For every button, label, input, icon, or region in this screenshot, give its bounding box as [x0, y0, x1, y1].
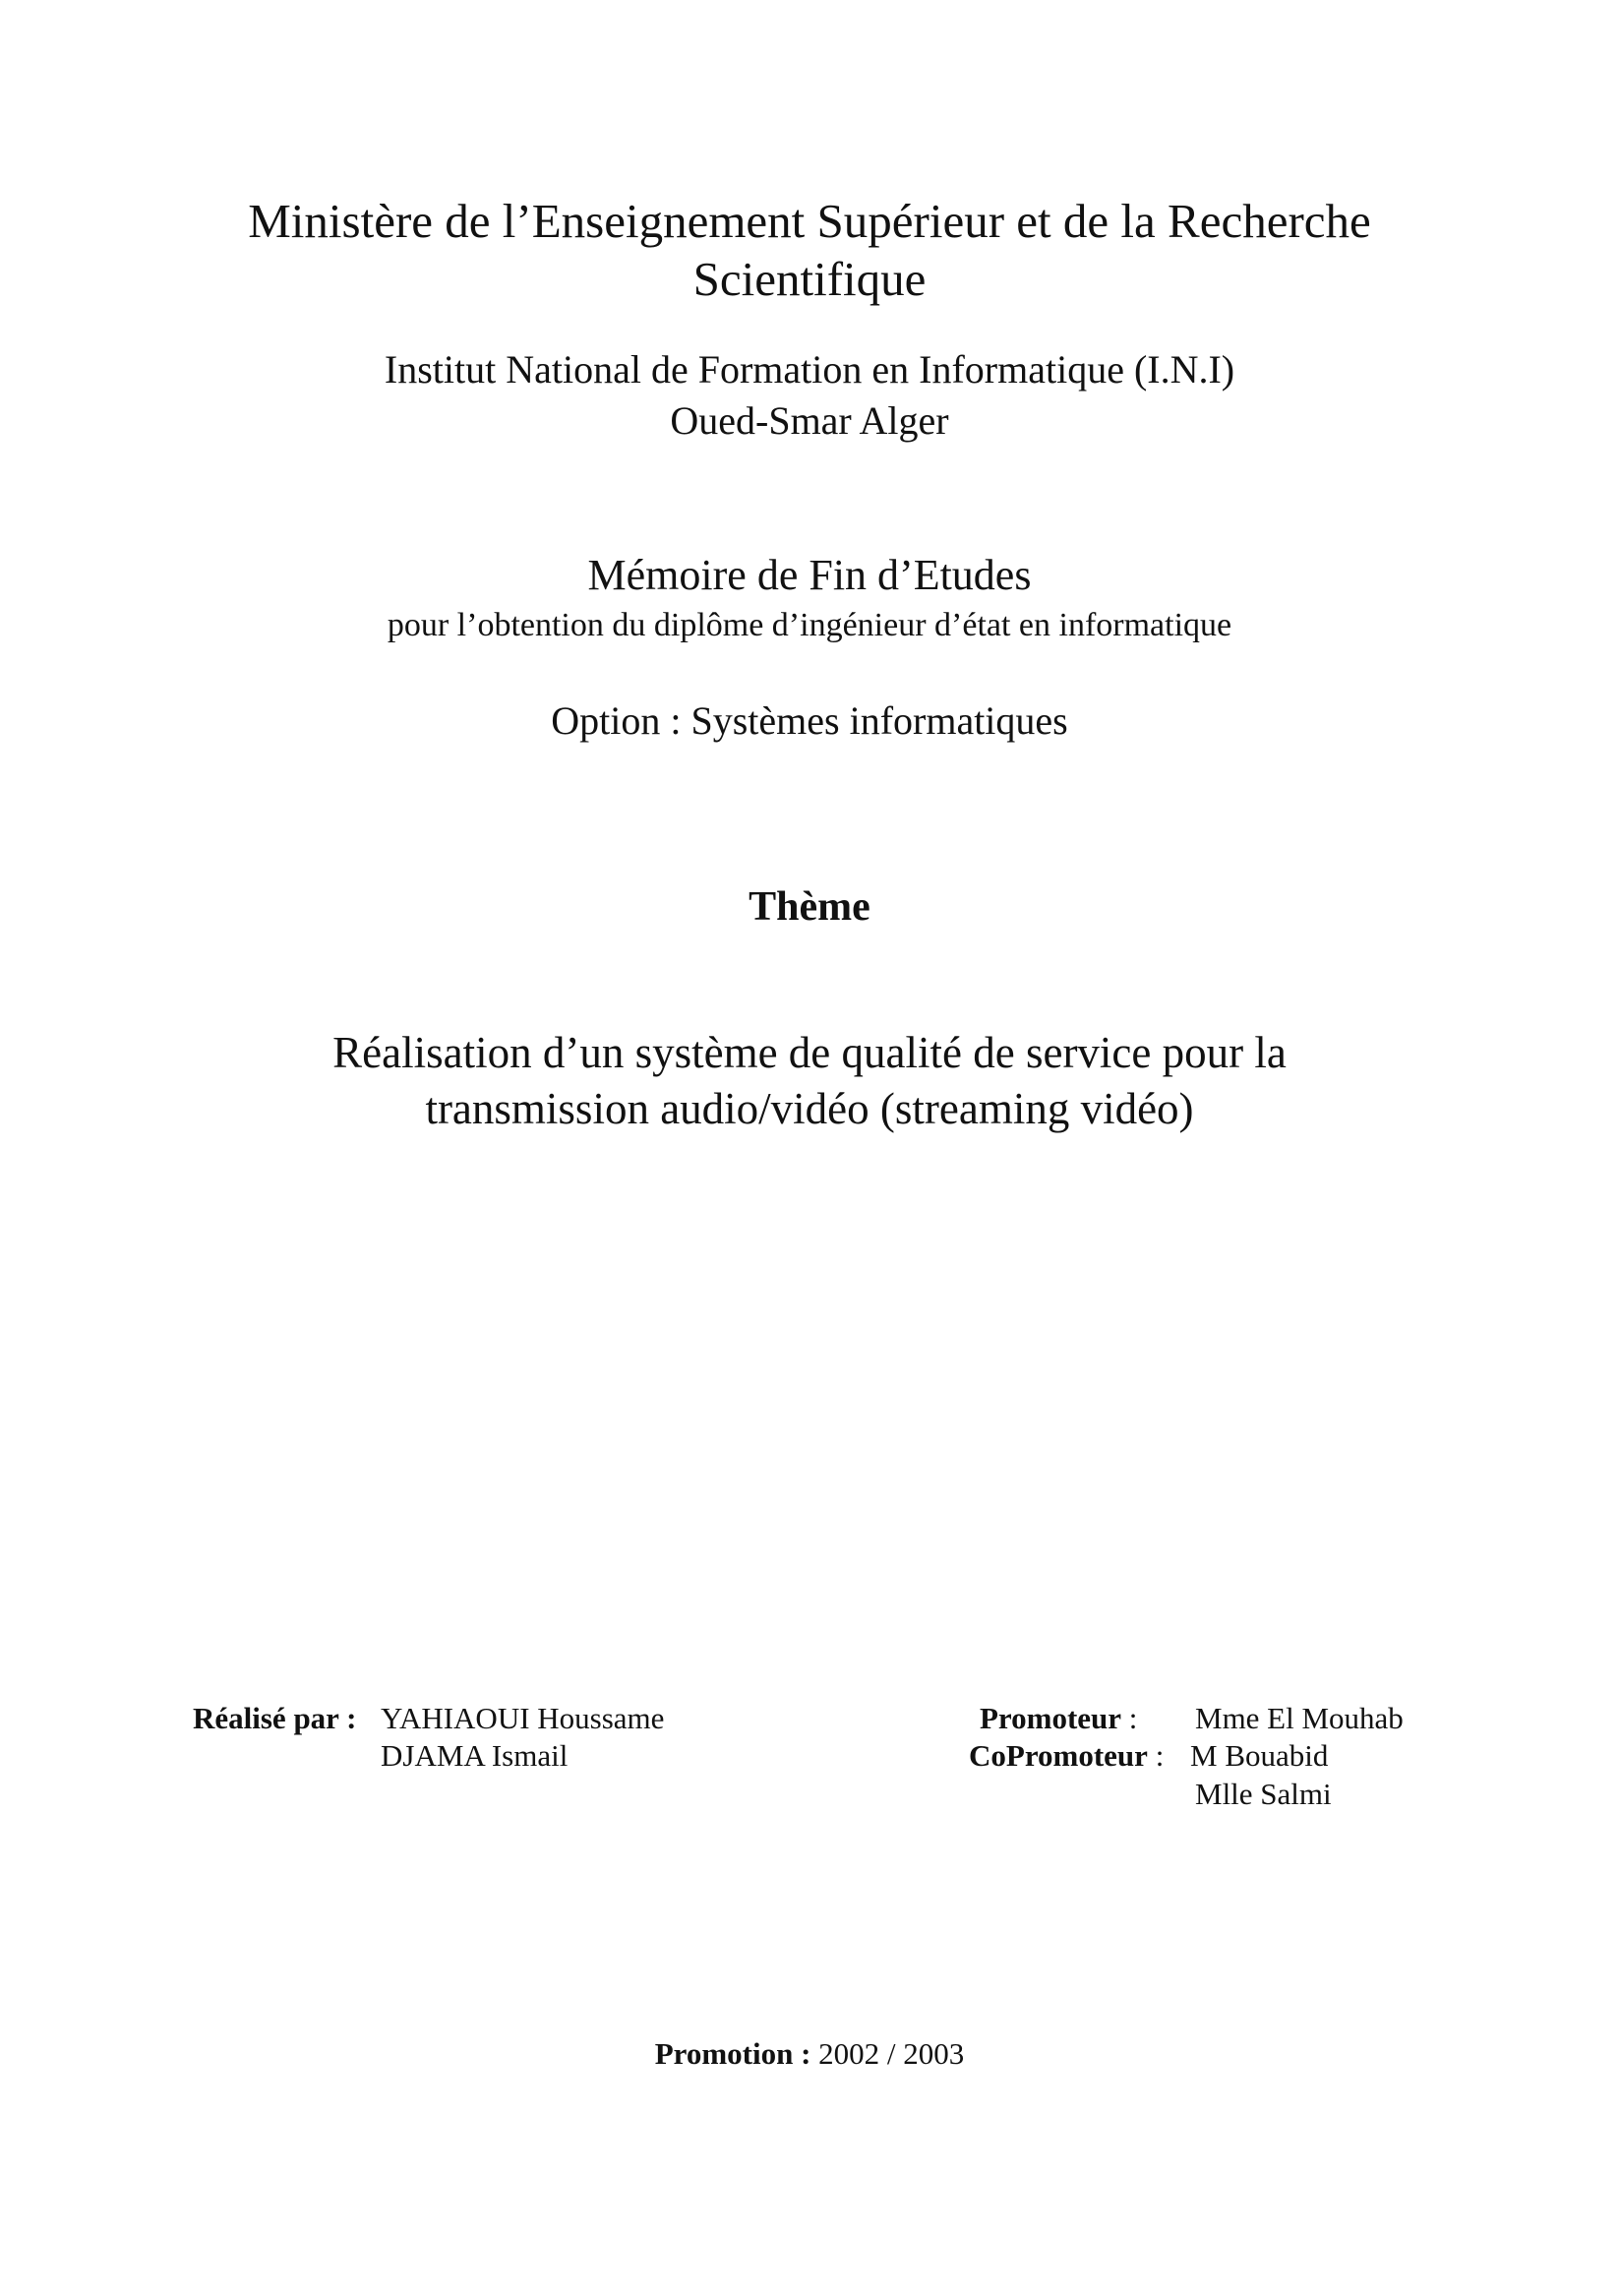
copromoteur-label	[969, 1737, 1164, 1774]
student-name: YAHIAOUI Houssame	[381, 1701, 665, 1735]
theme-label: Thème	[749, 884, 870, 930]
theme-title-line-2: transmission audio/vidéo (streaming vidéo)	[425, 1084, 1194, 1133]
realise-par-label: Réalisé par :	[193, 1701, 357, 1735]
promotion-value: 2002 / 2003	[818, 2036, 965, 2071]
promotion-label: Promotion :	[654, 2036, 811, 2071]
promoteur-label-text: Promoteur	[980, 1701, 1122, 1735]
theme-title-line-1: Réalisation d’un système de qualité de service pour la	[332, 1028, 1287, 1077]
ministry-line-2: Scientifique	[692, 252, 927, 306]
copromoteur-name: M Bouabid	[1190, 1738, 1329, 1773]
promoteur-separator: :	[1128, 1701, 1138, 1735]
institute-line-2: Oued-Smar Alger	[670, 398, 949, 443]
promoteur-label	[980, 1700, 1137, 1736]
copromoteur-label-text: CoPromoteur	[969, 1738, 1148, 1773]
copromoteur-separator: :	[1155, 1738, 1165, 1773]
ministry-line-1: Ministère de l’Enseignement Supérieur et de la Recherche	[248, 194, 1371, 248]
memoire-subtitle: pour l’obtention du diplôme d’ingénieur d’état en informatique	[387, 607, 1232, 643]
student-name: DJAMA Ismail	[381, 1738, 569, 1773]
option-line: Option : Systèmes informatiques	[551, 698, 1068, 743]
memoire-title: Mémoire de Fin d’Etudes	[587, 551, 1032, 599]
promotion-line	[0, 2036, 1619, 2072]
copromoteur-name: Mlle Salmi	[1195, 1777, 1332, 1811]
promoteur-name: Mme El Mouhab	[1195, 1701, 1404, 1735]
institute-line-1: Institut National de Formation en Informatique (I.N.I)	[384, 347, 1235, 392]
